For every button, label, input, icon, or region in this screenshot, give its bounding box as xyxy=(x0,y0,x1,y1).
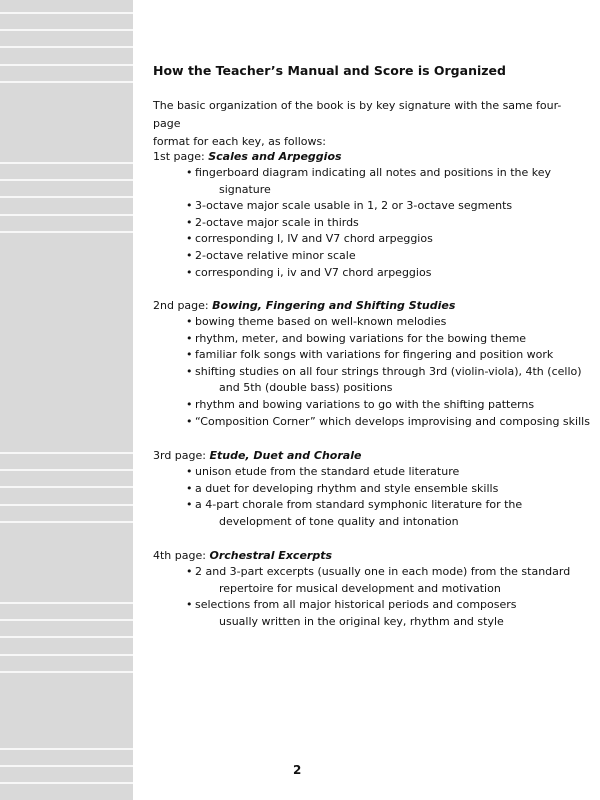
bullet-list xyxy=(153,165,593,281)
bullet-icon: • xyxy=(186,215,193,229)
section-heading xyxy=(153,447,593,464)
list-item xyxy=(153,231,593,248)
bullet-list xyxy=(153,464,593,530)
section-prefix: 4th page: xyxy=(153,549,210,562)
bullet-icon: • xyxy=(186,348,193,362)
bullet-icon: • xyxy=(186,565,193,578)
list-item-continuation: repertoire for musical development and motivation xyxy=(219,581,501,595)
list-item-text: 2 and 3-part excerpts (usually one in each mode) from the standard xyxy=(195,565,571,578)
page-title: How the Teacher’s Manual and Score is Organized xyxy=(153,63,506,78)
section-title: Etude, Duet and Chorale xyxy=(209,449,362,462)
list-item xyxy=(153,564,593,597)
bullet-list xyxy=(153,564,593,630)
staff-line xyxy=(0,46,133,48)
bullet-icon: • xyxy=(186,166,193,179)
staff-line xyxy=(0,636,133,638)
bullet-icon: • xyxy=(186,315,193,328)
section-heading xyxy=(153,297,593,314)
staff-line xyxy=(0,452,133,454)
list-item-text: rhythm, meter, and bowing variations for the bowing theme xyxy=(195,331,527,345)
list-item-text: unison etude from the standard etude literature xyxy=(195,465,460,478)
list-item xyxy=(153,215,593,232)
bullet-icon: • xyxy=(186,465,193,478)
list-item-text: “Composition Corner” which develops improvising and composing skills xyxy=(195,414,590,428)
staff-line xyxy=(0,619,133,621)
list-item-text: fingerboard diagram indicating all notes and positions in the key xyxy=(195,166,552,179)
staff-line xyxy=(0,29,133,31)
list-item xyxy=(153,314,593,331)
list-item-text: familiar folk songs with variations for fingering and position work xyxy=(195,348,554,362)
bullet-icon: • xyxy=(186,498,193,512)
staff-line xyxy=(0,179,133,181)
page-number: 2 xyxy=(293,763,302,777)
staff-line xyxy=(0,214,133,216)
intro-paragraph xyxy=(153,97,573,151)
bullet-icon: • xyxy=(186,199,193,213)
list-item-continuation: development of tone quality and intonation xyxy=(219,514,459,528)
list-item xyxy=(153,165,593,198)
staff-line xyxy=(0,654,133,656)
list-item-text: bowing theme based on well-known melodies xyxy=(195,315,447,328)
section-title: Bowing, Fingering and Shifting Studies xyxy=(212,299,456,312)
section-3 xyxy=(153,447,593,530)
list-item xyxy=(153,364,593,397)
list-item-text: corresponding I, IV and V7 chord arpeggios xyxy=(195,232,433,246)
list-item-text: 3-octave major scale usable in 1, 2 or 3-octave segments xyxy=(195,199,513,213)
intro-line-2: format for each key, as follows: xyxy=(153,135,326,148)
list-item xyxy=(153,265,593,282)
list-item xyxy=(153,414,593,431)
staff-line xyxy=(0,81,133,83)
staff-line xyxy=(0,196,133,198)
bullet-icon: • xyxy=(186,248,193,262)
list-item-continuation: and 5th (double bass) positions xyxy=(219,381,393,395)
list-item-text: 2-octave major scale in thirds xyxy=(195,215,359,229)
bullet-icon: • xyxy=(186,265,193,279)
staff-line xyxy=(0,469,133,471)
list-item xyxy=(153,347,593,364)
list-item-text: rhythm and bowing variations to go with the shifting patterns xyxy=(195,397,535,411)
bullet-icon: • xyxy=(186,414,193,428)
bullet-icon: • xyxy=(186,598,193,612)
list-item xyxy=(153,597,593,630)
intro-line-1: The basic organization of the book is by key signature with the same four-page xyxy=(153,99,562,130)
bullet-icon: • xyxy=(186,232,193,246)
staff-line xyxy=(0,748,133,750)
list-item-continuation: usually written in the original key, rhythm and style xyxy=(219,614,504,628)
list-item-text: 2-octave relative minor scale xyxy=(195,248,356,262)
bullet-list xyxy=(153,314,593,430)
list-item-continuation: signature xyxy=(219,182,271,196)
staff-line xyxy=(0,162,133,164)
section-prefix: 2nd page: xyxy=(153,299,213,312)
list-item xyxy=(153,248,593,265)
staff-line xyxy=(0,782,133,784)
list-item-text: a duet for developing rhythm and style ensemble skills xyxy=(195,481,499,495)
staff-line xyxy=(0,504,133,506)
section-heading xyxy=(153,547,593,564)
list-item-text: corresponding i, iv and V7 chord arpeggios xyxy=(195,265,432,279)
list-item xyxy=(153,481,593,498)
staff-line xyxy=(0,231,133,233)
bullet-icon: • xyxy=(186,481,193,495)
section-prefix: 3rd page: xyxy=(153,449,210,462)
list-item-text: a 4-part chorale from standard symphonic literature for the xyxy=(195,498,523,512)
bullet-icon: • xyxy=(186,331,193,345)
list-item-text: shifting studies on all four strings through 3rd (violin-viola), 4th (cello) xyxy=(195,364,582,378)
list-item xyxy=(153,331,593,348)
section-4 xyxy=(153,547,593,630)
section-heading xyxy=(153,148,593,165)
list-item xyxy=(153,497,593,530)
bullet-icon: • xyxy=(186,364,193,378)
staff-line xyxy=(0,765,133,767)
bullet-icon: • xyxy=(186,397,193,411)
list-item xyxy=(153,198,593,215)
page-content xyxy=(153,0,593,800)
list-item xyxy=(153,397,593,414)
staff-line xyxy=(0,486,133,488)
section-2 xyxy=(153,297,593,430)
staff-line xyxy=(0,602,133,604)
section-title: Scales and Arpeggios xyxy=(208,150,342,163)
section-title: Orchestral Excerpts xyxy=(209,549,333,562)
staff-line xyxy=(0,12,133,14)
list-item xyxy=(153,464,593,481)
staff-line xyxy=(0,671,133,673)
section-prefix: 1st page: xyxy=(153,150,209,163)
staff-line xyxy=(0,521,133,523)
staff-line xyxy=(0,64,133,66)
section-1 xyxy=(153,148,593,281)
list-item-text: selections from all major historical periods and composers xyxy=(195,598,517,612)
staff-margin xyxy=(0,0,133,800)
